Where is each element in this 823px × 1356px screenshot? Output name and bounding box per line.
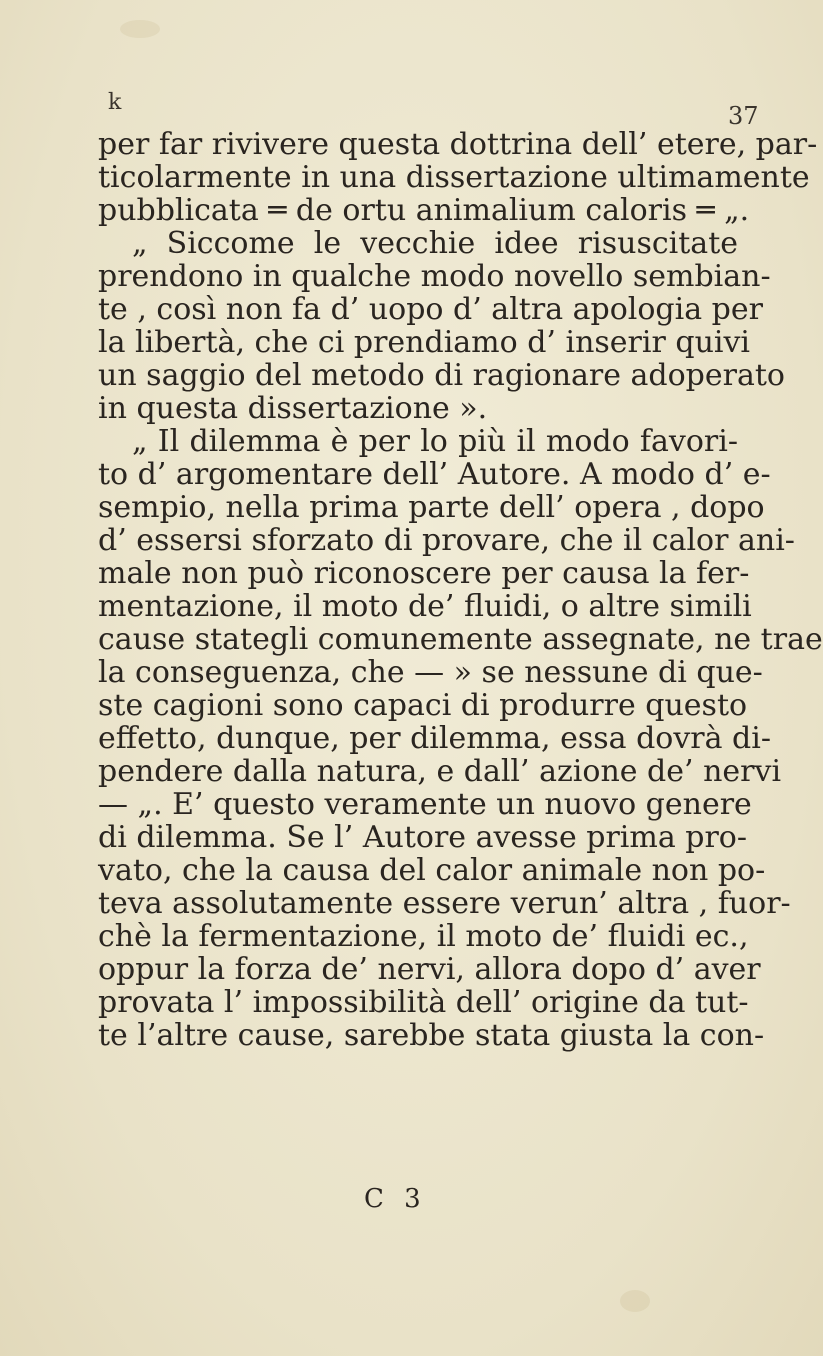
text-line: mentazione, il moto de’ fluidi, o altre simili bbox=[98, 589, 752, 624]
text-line: di dilemma. Se l’ Autore avesse prima pro- bbox=[98, 820, 747, 855]
text-line: oppur la forza de’ nervi, allora dopo d’ aver bbox=[98, 952, 761, 987]
paper-stain bbox=[120, 20, 160, 38]
body-text bbox=[98, 127, 823, 1053]
text-line: prendono in qualche modo novello sembian- bbox=[98, 259, 771, 294]
text-line: „ Il dilemma è per lo più il modo favori- bbox=[132, 424, 738, 459]
text-line: la conseguenza, che — » se nessune di que- bbox=[98, 655, 763, 690]
text-line: la libertà, che ci prendiamo d’ inserir quivi bbox=[98, 325, 751, 360]
signature-mark: C 3 bbox=[364, 1184, 427, 1214]
text-line: in questa dissertazione ». bbox=[98, 391, 488, 426]
text-line: male non può riconoscere per causa la fer- bbox=[98, 556, 750, 591]
text-line: cause stategli comunemente assegnate, ne trae bbox=[98, 622, 823, 657]
text-line: vato, che la causa del calor animale non po- bbox=[98, 853, 766, 888]
text-line: per far rivivere questa dottrina dell’ etere, par- bbox=[98, 127, 818, 162]
text-line: ste cagioni sono capaci di produrre questo bbox=[98, 688, 748, 723]
text-line: ticolarmente in una dissertazione ultimamente bbox=[98, 160, 810, 195]
text-line: chè la fermentazione, il moto de’ fluidi ec., bbox=[98, 919, 749, 954]
paper-stain bbox=[620, 1290, 650, 1312]
text-line: — „. E’ questo veramente un nuovo genere bbox=[98, 787, 752, 822]
printer-mark: k bbox=[108, 90, 122, 115]
text-line: provata l’ impossibilità dell’ origine da tut- bbox=[98, 985, 749, 1020]
page-number: 37 bbox=[728, 102, 759, 130]
text-line: pubblicata ═ de ortu animalium caloris ═ „. bbox=[98, 193, 750, 228]
text-line: effetto, dunque, per dilemma, essa dovrà di- bbox=[98, 721, 771, 756]
text-line: un saggio del metodo di ragionare adoperato bbox=[98, 358, 785, 393]
text-line: d’ essersi sforzato di provare, che il calor ani- bbox=[98, 523, 795, 558]
text-line: to d’ argomentare dell’ Autore. A modo d’ e- bbox=[98, 457, 771, 492]
text-line: sempio, nella prima parte dell’ opera , dopo bbox=[98, 490, 765, 525]
text-line: pendere dalla natura, e dall’ azione de’ nervi bbox=[98, 754, 782, 789]
text-line: teva assolutamente essere verun’ altra , fuor- bbox=[98, 886, 791, 921]
text-line: te l’altre cause, sarebbe stata giusta la con- bbox=[98, 1018, 765, 1053]
text-line: te , così non fa d’ uopo d’ altra apologia per bbox=[98, 292, 763, 327]
text-line: „ Siccome le vecchie idee risuscitate bbox=[132, 226, 738, 261]
